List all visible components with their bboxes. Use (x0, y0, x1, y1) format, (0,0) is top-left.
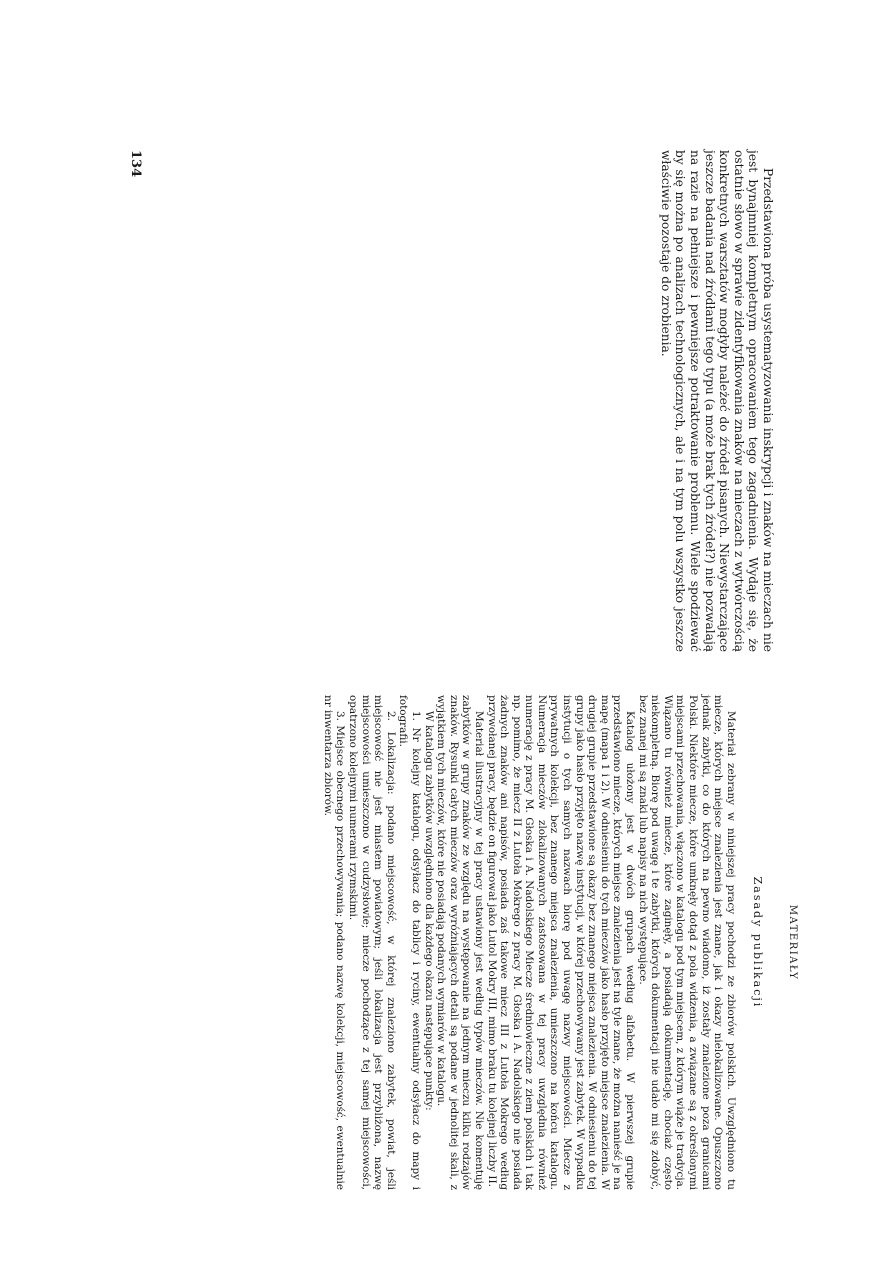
page-number: 134 (128, 150, 143, 178)
list-item: 3. Miejsce obecnego przechowywania; podano nazwę kolekcji, miejscowość, ewentualnie nr inwentarza zbiorów. (321, 695, 347, 1190)
paragraph: Materiał ilustracyjny w tej pracy ustawiony jest według typów mieczów. Nie komentuję zabytków w grupy znaków ze względu na występowanie na jednym mieczu kilku rodzajów znaków. Rysunki całych mieczów oraz wyróżniających detali są podane w jednolitej skali, z wyjątkiem tych mieczów, które nie posiadają podanych wymiarów w katalogu. (435, 695, 485, 1190)
paragraph: Materiał zebrany w niniejszej pracy pochodzi ze zbiorów polskich. Uwzględniono tu miecze, których miejsce znalezienia jest znane, jak i okazy nielokalizowane. Opuszczono jednak zabytki, co do których na pewno wiadomo, iż zostały znalezione poza granicami Polski. Niektóre miecze, które umknęły dotąd z pola widzenia, a związane są z określonymi miejscami przechowania, włączono w katalogu pod tym miejscem, z którym wiąże je tradycja. Wiązano tu również miecze, które zaginęły, a posiadają dokumentację, chociaż często niekompletną. Biorę pod uwagę i te zabytki, których dokumentacji nie udało mi się zdobyć, bez znanej mi są znaki lub napisy na nich występujące. (636, 695, 737, 1190)
running-head: MATERIAŁY (787, 904, 798, 981)
list-item: 2. Lokalizacja: podano miejscowość, w której znaleziono zabytek, powiat, jeśli miejscowość nie jest miastem powiatowym; jeśli lokalizacja jest przybliżona, nazwę miejscowości umieszczono w cudzysłowie; miecze pochodzące z tej samej miejscowości, opatrzono kolejnymi numerami rzymskimi. (347, 695, 397, 1190)
section-title: Zasady publikacji (751, 876, 765, 1009)
paragraph: Katalog ułożony jest w dwóch grupach według alfabetu. W pierwszej grupie przedstawiono miecze, których miejsce znalezienia jest na tyle znane, że można nanieść je na mapę (mapa 1 i 2). W odniesieniu do tych mieczów jako hasło przyjęto miejsce znalezienia. W drugiej grupie przedstawione są okazy bez znanego miejsca znalezienia. W odniesieniu do tej grupy jako hasło przyjęto nazwę instytucji, w której przechowywany jest zabytek. W wypadku instytucji o tych samych nazwach biorę pod uwagę nazwy miejscowości. Miecze z prywatnych kolekcji, bez znanego miejsca znalezienia, umieszczono na końcu katalogu. Numeracja mieczów zlokalizowanych zastosowana w tej pracy uwzględnia również numerację z pracy M. Głoska i A. Nadolskiego Miecze średniowieczne z ziem polskich i tak np. pomimo, że miecz II z Lutoła Mokrego z pracy M. Głoska i A. Nadolskiego nie posiada żadnych znaków ani napisów, posiada zaś takowe miecz III z Lutoła Mokrego według przywołanej pracy, będzie on figurował jako Lutol Mokry III, mimo braku tu kolejnej liczby II. (485, 695, 637, 1190)
paragraph: W katalogu zabytków uwzględniono dla każdego okazu następujące punkty: (422, 711, 435, 1111)
right-text-column (321, 695, 798, 1190)
left-text-column (658, 150, 775, 652)
list-item: 1. Nr kolejny katalogu, odsyłacz do tablicy i ryciny, ewentualny odsyłacz do mapy i fotografii. (397, 695, 422, 1190)
paragraph: Przedstawiona próba usystematyzowania inskrypcji i znaków na mieczach nie jest bynajmniej kompletnym opracowaniem tego zagadnienia. Wydaje się, że ostatnie słowo w sprawie zidentyfikowania znaków na mieczach z wytwórczością konkretnych warsztatów mogłyby należeć do źródeł pisanych. Niewystarczające jeszcze badania nad źródłami tego typu (a może brak tych źródeł?) nie pozwalają na razie na pełniejsze i pewniejsze potraktowanie problemu. Wiele spodziewać by się można po analizach technologicznych, ale i na tym polu wszystko jeszcze właściwie pozostaje do zrobienia. (658, 150, 775, 652)
